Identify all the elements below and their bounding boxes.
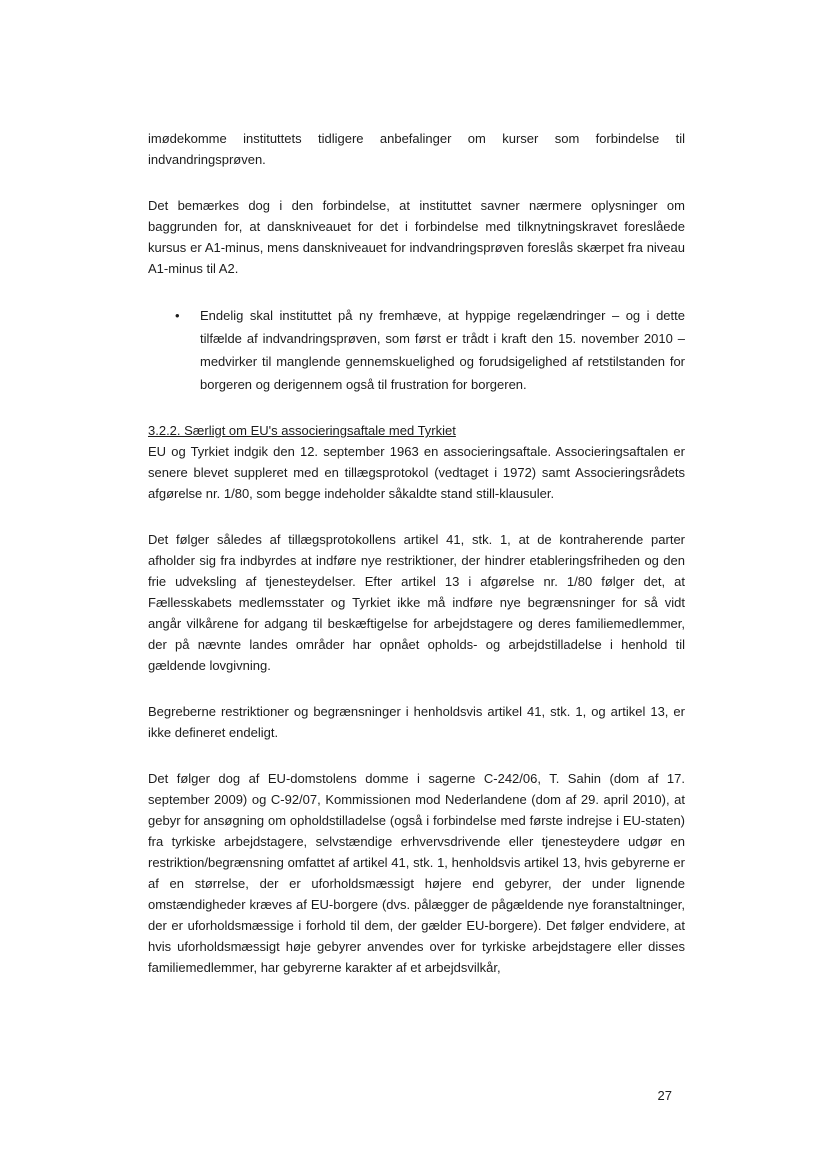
paragraph-court-rulings: Det følger dog af EU-domstolens domme i sagerne C-242/06, T. Sahin (dom af 17. september 2009) og C-92/07, Kommissionen mod Nederlandene (dom af 29. april 2010), at gebyr for ansøgning om opholdstilladelse (også i forbindelse med første indrejse i EU-staten) fra tyrkiske arbejdstagere, selvstændige erhvervsdrivende eller tjenesteydere udgør en restriktion/begrænsning omfattet af artikel 41, stk. 1, henholdsvis artikel 13, hvis gebyrerne er af en størrelse, der er uforholdsmæssigt højere end gebyrer, der under lignende omstændigheder kræves af EU-borgere (dvs. pålægger de pågældende nye foranstaltninger, der er uforholdsmæssige i forhold til dem, der gælder EU-borgere). Det følger endvidere, at hvis uforholdsmæssigt høje gebyrer anvendes over for tyrkiske arbejdstagere eller disses familiemedlemmer, har gebyrerne karakter af et arbejdsvilkår, <box>148 771 685 975</box>
paragraph-association-agreement: EU og Tyrkiet indgik den 12. september 1963 en associeringsaftale. Associeringsaftalen er senere blevet suppleret med en tillægsprotokol (vedtaget i 1972) samt Associeringsrådets afgørelse nr. 1/80, som begge indeholder såkaldte stand still-klausuler. <box>148 444 685 501</box>
paragraph-definitions: Begreberne restriktioner og begrænsninger i henholdsvis artikel 41, stk. 1, og artikel 13, er ikke defineret endeligt. <box>148 704 685 740</box>
bullet-text: Endelig skal instituttet på ny fremhæve, at hyppige regelændringer – og i dette tilfælde af indvandringsprøven, som først er trådt i kraft den 15. november 2010 – medvirker til manglende gennemskuelighed og forudsigelighed af retstilstanden for borgeren og derigennem også til frustration for borgeren. <box>200 308 685 392</box>
page-number: 27 <box>657 1088 672 1103</box>
bullet-list <box>148 304 685 396</box>
section-heading: 3.2.2. Særligt om EU's associeringsaftale med Tyrkiet <box>148 423 456 438</box>
paragraph-danish-level: Det bemærkes dog i den forbindelse, at instituttet savner nærmere oplysninger om baggrunden for, at danskniveauet for det i forbindelse med tilknytningskravet foreslåede kursus er A1-minus, mens danskniveauet for indvandringsprøven foreslås skærpet fra niveau A1-minus til A2. <box>148 198 685 276</box>
paragraph-article-41: Det følger således af tillægsprotokollens artikel 41, stk. 1, at de kontraherende parter afholder sig fra indbyrdes at indføre nye restriktioner, der hindrer etableringsfriheden og den frie udveksling af tjenesteydelser. Efter artikel 13 i afgørelse nr. 1/80 følger det, at Fællesskabets medlemsstater og Tyrkiet ikke må indføre nye begrænsninger for så vidt angår vilkårene for adgang til beskæftigelse for arbejdstagere og deres familiemedlemmer, der på nævnte landes områder har opnået opholds- og arbejdstilladelse i henhold til gældende lovgivning. <box>148 532 685 673</box>
page-body <box>148 128 685 978</box>
bullet-item-rule-changes <box>175 304 685 396</box>
bullet-marker: • <box>175 308 180 323</box>
paragraph-continuation: imødekomme instituttets tidligere anbefalinger om kurser som forbindelse til indvandringsprøven. <box>148 131 685 167</box>
